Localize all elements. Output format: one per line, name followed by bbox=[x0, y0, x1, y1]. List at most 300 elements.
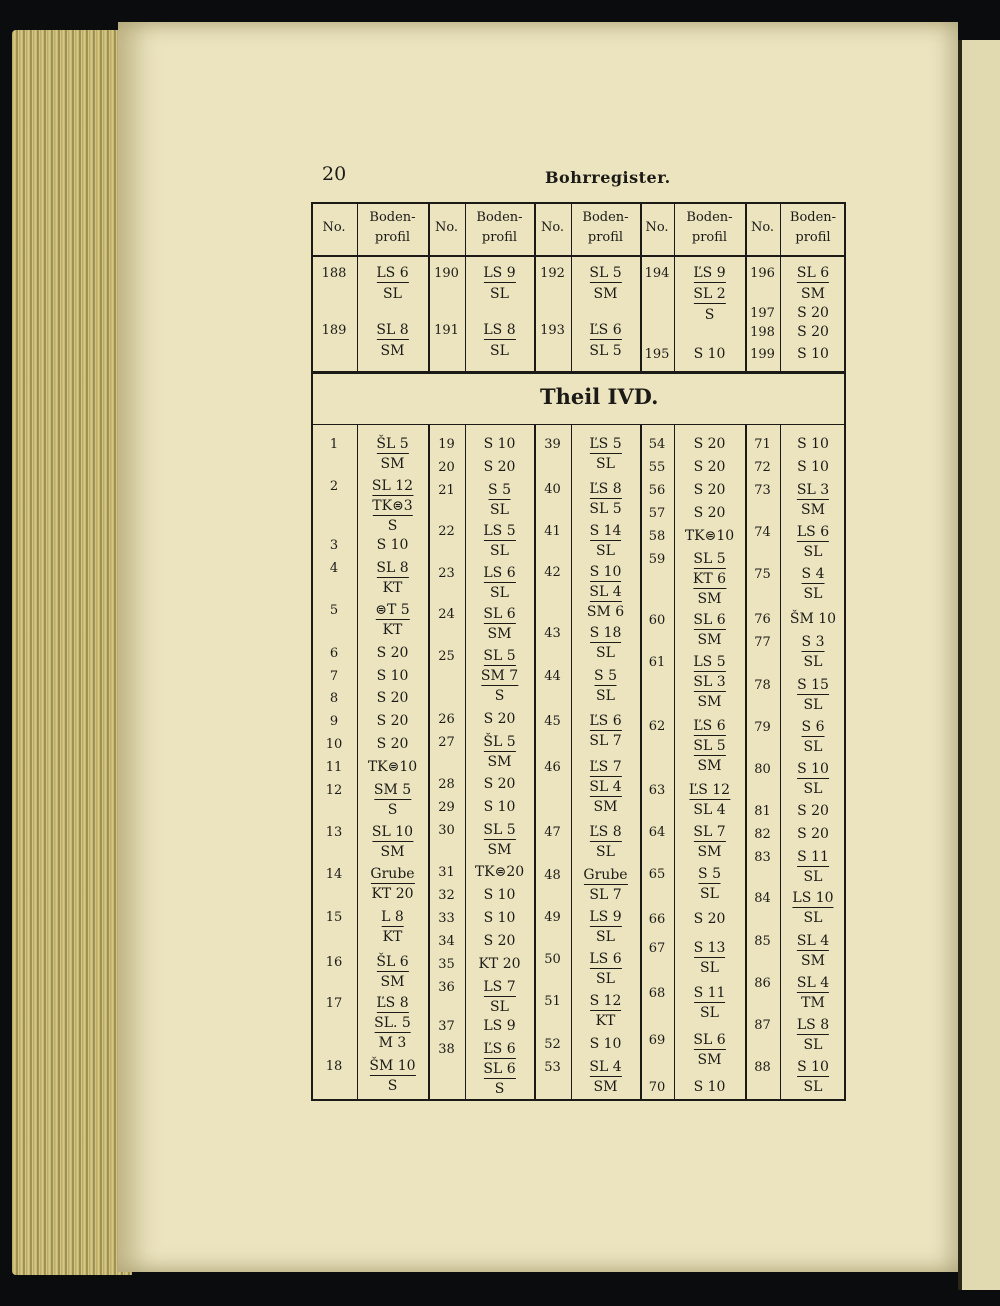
row-number: 38 bbox=[438, 1042, 455, 1057]
row-number: 65 bbox=[648, 867, 666, 882]
row-number: 10 bbox=[325, 737, 343, 752]
profile-entry: LS 6 bbox=[483, 565, 516, 581]
row-number: 188 bbox=[321, 266, 347, 281]
profile-entry: SL bbox=[596, 688, 615, 704]
row-number: 4 bbox=[329, 561, 339, 576]
row-number: 28 bbox=[438, 777, 455, 792]
profile-entry: S 10 bbox=[693, 1079, 726, 1095]
profile-entry: S 5 bbox=[698, 866, 721, 882]
column-rule bbox=[534, 202, 536, 1101]
row-number: 59 bbox=[648, 552, 666, 567]
profile-entry: SL bbox=[803, 1079, 823, 1095]
profile-entry: S 11 bbox=[797, 849, 829, 865]
profile-entry: SL 8 bbox=[376, 560, 409, 576]
profile-entry: SL 8 bbox=[376, 322, 409, 338]
profile-entry: SL bbox=[700, 886, 719, 902]
profile-entry: SL bbox=[803, 910, 823, 926]
profile-entry: ĽS 6 bbox=[693, 718, 726, 734]
profile-entry: TK⊜10 bbox=[367, 759, 418, 775]
profile-entry: SL 7 bbox=[693, 824, 726, 840]
profile-entry: LS 10 bbox=[792, 890, 834, 906]
profile-entry: ŠM 10 bbox=[369, 1058, 416, 1074]
header-rule bbox=[311, 255, 846, 257]
header-profil: profil bbox=[795, 230, 831, 245]
row-number: 5 bbox=[329, 603, 339, 618]
profile-entry: S 4 bbox=[801, 566, 825, 582]
profile-entry: SL bbox=[490, 999, 509, 1015]
profile-entry: KT 6 bbox=[692, 571, 727, 587]
row-number: 30 bbox=[438, 823, 455, 838]
profile-entry: S 10 bbox=[483, 887, 516, 903]
profile-entry: S 20 bbox=[483, 776, 516, 792]
profile-entry: S 10 bbox=[483, 436, 516, 452]
profile-entry: KT bbox=[382, 929, 403, 945]
profile-entry: SL 4 bbox=[796, 975, 830, 991]
profile-entry: SL bbox=[490, 543, 509, 559]
row-number: 46 bbox=[544, 760, 561, 775]
profile-entry: S 10 bbox=[797, 436, 829, 452]
profile-entry: S 10 bbox=[483, 910, 516, 926]
profile-entry: SM bbox=[487, 626, 512, 642]
row-number: 85 bbox=[754, 934, 771, 949]
column-rule bbox=[428, 202, 430, 1101]
profile-entry: LS 5 bbox=[693, 654, 726, 670]
profile-entry: ĽS 5 bbox=[589, 436, 622, 452]
profile-entry: SL 5 bbox=[589, 265, 622, 281]
profile-entry: SL bbox=[490, 502, 509, 518]
profile-entry: SM 5 bbox=[373, 782, 412, 798]
row-number: 80 bbox=[754, 762, 771, 777]
row-number: 52 bbox=[544, 1037, 561, 1052]
profile-entry: SM bbox=[697, 591, 722, 607]
profile-entry: SL 6 bbox=[796, 265, 830, 281]
profile-entry: SL bbox=[803, 781, 823, 797]
row-number: 197 bbox=[750, 306, 775, 321]
header-boden: Boden- bbox=[582, 210, 629, 225]
row-number: 54 bbox=[648, 437, 666, 452]
page-number: 20 bbox=[322, 163, 347, 185]
row-number: 24 bbox=[438, 607, 455, 622]
profile-entry: S 20 bbox=[376, 713, 409, 729]
profile-entry: SL 5 bbox=[589, 501, 622, 517]
row-number: 3 bbox=[329, 538, 339, 553]
profile-entry: SL 6 bbox=[693, 1032, 726, 1048]
profile-entry: S bbox=[494, 1081, 505, 1097]
row-number: 18 bbox=[325, 1059, 343, 1074]
profile-entry: KT 20 bbox=[478, 956, 521, 972]
profile-entry: ŠL 5 bbox=[376, 436, 409, 452]
profile-entry: S 3 bbox=[801, 634, 825, 650]
profile-entry: ŠL 5 bbox=[483, 734, 516, 750]
profile-entry: SL 5 bbox=[483, 822, 516, 838]
profile-entry: SL bbox=[803, 697, 823, 713]
section-title: Theil IVD. bbox=[540, 384, 659, 409]
row-number: 41 bbox=[544, 524, 561, 539]
header-boden: Boden- bbox=[476, 210, 523, 225]
profile-entry: SL bbox=[596, 844, 615, 860]
profile-entry: SL bbox=[803, 739, 823, 755]
row-number: 51 bbox=[544, 994, 561, 1009]
profile-entry: L 8 bbox=[381, 909, 404, 925]
profile-entry: SL 10 bbox=[371, 824, 414, 840]
row-number: 191 bbox=[434, 323, 459, 338]
row-number: 7 bbox=[329, 669, 339, 684]
profile-entry: S 20 bbox=[376, 736, 409, 752]
book-page-edges bbox=[12, 30, 132, 1275]
profile-entry: S 20 bbox=[693, 911, 726, 927]
profile-entry: S 10 bbox=[589, 564, 622, 580]
row-number: 64 bbox=[648, 825, 666, 840]
row-number: 49 bbox=[544, 910, 561, 925]
profile-entry: SL bbox=[596, 929, 615, 945]
column-rule bbox=[357, 202, 358, 1101]
column-rule bbox=[571, 202, 572, 1101]
profile-entry: SL 7 bbox=[589, 733, 622, 749]
row-number: 34 bbox=[438, 934, 455, 949]
row-number: 19 bbox=[438, 437, 455, 452]
profile-entry: SL bbox=[596, 456, 615, 472]
row-number: 87 bbox=[754, 1018, 771, 1033]
profile-entry: S 20 bbox=[693, 436, 726, 452]
profile-entry: S 18 bbox=[589, 625, 622, 641]
row-number: 33 bbox=[438, 911, 455, 926]
row-number: 25 bbox=[438, 649, 455, 664]
profile-entry: ĽS 6 bbox=[589, 713, 622, 729]
row-number: 6 bbox=[329, 646, 339, 661]
profile-entry: LS 8 bbox=[796, 1017, 830, 1033]
profile-entry: SL bbox=[490, 286, 509, 302]
profile-entry: S 10 bbox=[797, 761, 829, 777]
row-number: 20 bbox=[438, 460, 455, 475]
profile-entry: SL bbox=[596, 971, 615, 987]
profile-entry: ŠL 6 bbox=[376, 954, 409, 970]
profile-entry: SL 3 bbox=[693, 674, 726, 690]
row-number: 17 bbox=[325, 996, 343, 1011]
profile-entry: SM bbox=[380, 974, 405, 990]
profile-entry: TK⊜3 bbox=[372, 498, 413, 514]
profile-entry: SM bbox=[593, 286, 618, 302]
profile-entry: SM bbox=[380, 343, 405, 359]
header-no: No. bbox=[322, 220, 346, 235]
header-no: No. bbox=[540, 220, 565, 235]
profile-entry: SL 4 bbox=[796, 933, 830, 949]
next-page-edge bbox=[958, 40, 1000, 1290]
row-number: 74 bbox=[754, 525, 771, 540]
profile-entry: TK⊜10 bbox=[684, 528, 735, 544]
header-boden: Boden- bbox=[789, 210, 837, 225]
profile-entry: SM bbox=[697, 694, 722, 710]
row-number: 192 bbox=[540, 266, 565, 281]
profile-entry: SM bbox=[380, 844, 405, 860]
row-number: 36 bbox=[438, 980, 455, 995]
row-number: 29 bbox=[438, 800, 455, 815]
row-number: 193 bbox=[540, 323, 565, 338]
profile-entry: SL 6 bbox=[693, 612, 726, 628]
profile-entry: SM bbox=[593, 799, 618, 815]
row-number: 53 bbox=[544, 1060, 561, 1075]
profile-entry: LS 6 bbox=[589, 951, 622, 967]
profile-entry: ĽS 8 bbox=[376, 995, 409, 1011]
profile-entry: S 10 bbox=[797, 459, 829, 475]
profile-entry: SL 5 bbox=[483, 648, 516, 664]
profile-entry: KT 20 bbox=[371, 886, 414, 902]
profile-entry: S 15 bbox=[797, 677, 829, 693]
row-number: 32 bbox=[438, 888, 455, 903]
row-number: 68 bbox=[648, 986, 666, 1001]
row-number: 79 bbox=[754, 720, 771, 735]
profile-entry: SL 4 bbox=[693, 802, 726, 818]
profile-entry: S bbox=[387, 802, 398, 818]
profile-entry: KT bbox=[595, 1013, 616, 1029]
row-number: 42 bbox=[544, 565, 561, 580]
row-number: 75 bbox=[754, 567, 771, 582]
profile-entry: M 3 bbox=[378, 1035, 407, 1051]
row-number: 44 bbox=[544, 669, 561, 684]
row-number: 72 bbox=[754, 460, 771, 475]
profile-entry: S 20 bbox=[693, 459, 726, 475]
profile-entry: ĽS 9 bbox=[693, 265, 726, 281]
profile-entry: SL bbox=[803, 869, 823, 885]
row-number: 196 bbox=[750, 266, 775, 281]
profile-entry: ĽS 12 bbox=[688, 782, 731, 798]
profile-entry: S 20 bbox=[693, 482, 726, 498]
row-number: 43 bbox=[544, 626, 561, 641]
profile-entry: ĽS 8 bbox=[589, 824, 622, 840]
profile-entry: S 20 bbox=[483, 933, 516, 949]
row-number: 195 bbox=[644, 347, 670, 362]
row-number: 58 bbox=[648, 529, 666, 544]
header-no: No. bbox=[434, 220, 459, 235]
row-number: 35 bbox=[438, 957, 455, 972]
row-number: 48 bbox=[544, 868, 561, 883]
profile-entry: S 11 bbox=[693, 985, 726, 1001]
profile-entry: SL. 5 bbox=[374, 1015, 411, 1031]
row-number: 77 bbox=[754, 635, 771, 650]
profile-entry: S 10 bbox=[483, 799, 516, 815]
profile-entry: S bbox=[387, 1078, 398, 1094]
profile-entry: S 20 bbox=[376, 690, 409, 706]
row-number: 13 bbox=[325, 825, 343, 840]
profile-entry: S bbox=[704, 307, 715, 323]
profile-entry: S 20 bbox=[483, 711, 516, 727]
profile-entry: S 20 bbox=[797, 826, 829, 842]
profile-entry: SL bbox=[803, 544, 823, 560]
row-number: 21 bbox=[438, 483, 455, 498]
profile-entry: S 10 bbox=[797, 1059, 829, 1075]
row-number: 12 bbox=[325, 783, 343, 798]
row-number: 27 bbox=[438, 735, 455, 750]
row-number: 62 bbox=[648, 719, 666, 734]
profile-entry: KT bbox=[382, 580, 403, 596]
profile-entry: SM bbox=[697, 1052, 722, 1068]
profile-entry: S 12 bbox=[589, 993, 622, 1009]
profile-entry: S 20 bbox=[797, 324, 829, 340]
column-rule bbox=[674, 202, 675, 1101]
header-boden: Boden- bbox=[686, 210, 733, 225]
profile-entry: S 10 bbox=[376, 668, 409, 684]
row-number: 1 bbox=[329, 437, 339, 452]
row-number: 73 bbox=[754, 483, 771, 498]
profile-entry: SL 4 bbox=[589, 584, 622, 600]
row-number: 76 bbox=[754, 612, 771, 627]
profile-entry: LS 8 bbox=[483, 322, 516, 338]
row-number: 86 bbox=[754, 976, 771, 991]
profile-entry: ⊜T 5 bbox=[375, 602, 410, 618]
profile-entry: SL bbox=[803, 586, 823, 602]
profile-entry: SM bbox=[487, 842, 512, 858]
profile-entry: SL 2 bbox=[693, 286, 726, 302]
column-rule bbox=[780, 202, 781, 1101]
profile-entry: SM bbox=[380, 456, 405, 472]
row-number: 66 bbox=[648, 912, 666, 927]
profile-entry: SM bbox=[801, 502, 825, 518]
row-number: 31 bbox=[438, 865, 455, 880]
row-number: 47 bbox=[544, 825, 561, 840]
row-number: 22 bbox=[438, 524, 455, 539]
profile-entry: S bbox=[494, 688, 505, 704]
profile-entry: ŠM 10 bbox=[789, 611, 837, 627]
row-number: 56 bbox=[648, 483, 666, 498]
profile-entry: SM bbox=[801, 953, 825, 969]
column-rule bbox=[640, 202, 642, 1101]
profile-entry: S 13 bbox=[693, 940, 726, 956]
row-number: 199 bbox=[750, 347, 775, 362]
row-number: 8 bbox=[329, 691, 339, 706]
header-profil: profil bbox=[481, 230, 518, 245]
profile-entry: SL 6 bbox=[483, 606, 516, 622]
row-number: 14 bbox=[325, 867, 343, 882]
row-number: 70 bbox=[648, 1080, 666, 1095]
row-number: 88 bbox=[754, 1060, 771, 1075]
profile-entry: TM bbox=[801, 995, 825, 1011]
row-number: 57 bbox=[648, 506, 666, 521]
profile-entry: SL bbox=[803, 654, 823, 670]
row-number: 50 bbox=[544, 952, 561, 967]
profile-entry: Grube bbox=[370, 866, 415, 882]
profile-entry: SL bbox=[490, 343, 509, 359]
section-rule-bottom bbox=[311, 424, 846, 425]
profile-entry: LS 5 bbox=[483, 523, 516, 539]
profile-entry: SM bbox=[697, 632, 722, 648]
profile-entry: S 20 bbox=[693, 505, 726, 521]
profile-entry: LS 9 bbox=[483, 265, 516, 281]
row-number: 198 bbox=[750, 325, 775, 340]
profile-entry: S 5 bbox=[488, 482, 511, 498]
row-number: 78 bbox=[754, 678, 771, 693]
header-no: No. bbox=[750, 220, 775, 235]
profile-entry: SL 5 bbox=[693, 551, 726, 567]
row-number: 11 bbox=[325, 760, 343, 775]
row-number: 55 bbox=[648, 460, 666, 475]
running-title: Bohrregister. bbox=[545, 168, 671, 187]
row-number: 71 bbox=[754, 437, 771, 452]
header-profil: profil bbox=[691, 230, 728, 245]
profile-entry: TK⊜20 bbox=[474, 864, 525, 880]
row-number: 45 bbox=[544, 714, 561, 729]
profile-entry: ĽS 6 bbox=[483, 1041, 516, 1057]
profile-entry: S 20 bbox=[376, 645, 409, 661]
row-number: 82 bbox=[754, 827, 771, 842]
profile-entry: S 20 bbox=[483, 459, 516, 475]
profile-entry: S 10 bbox=[376, 537, 409, 553]
row-number: 16 bbox=[325, 955, 343, 970]
row-number: 194 bbox=[644, 266, 670, 281]
row-number: 189 bbox=[321, 323, 347, 338]
profile-entry: ĽS 7 bbox=[589, 759, 622, 775]
profile-entry: SL bbox=[596, 543, 615, 559]
row-number: 84 bbox=[754, 891, 771, 906]
row-number: 9 bbox=[329, 714, 339, 729]
profile-entry: SM bbox=[487, 754, 512, 770]
profile-entry: SL bbox=[700, 1005, 719, 1021]
profile-entry: SL 7 bbox=[589, 887, 622, 903]
row-number: 39 bbox=[544, 437, 561, 452]
profile-entry: SM 6 bbox=[586, 604, 625, 620]
profile-entry: S 10 bbox=[693, 346, 726, 362]
row-number: 190 bbox=[434, 266, 459, 281]
row-number: 81 bbox=[754, 804, 771, 819]
profile-entry: S 10 bbox=[589, 1036, 622, 1052]
profile-entry: SL bbox=[700, 960, 719, 976]
profile-entry: S 10 bbox=[797, 346, 829, 362]
row-number: 26 bbox=[438, 712, 455, 727]
profile-entry: ĽS 8 bbox=[589, 481, 622, 497]
profile-entry: SL bbox=[383, 286, 402, 302]
header-boden: Boden- bbox=[369, 210, 416, 225]
profile-entry: LS 9 bbox=[483, 1018, 516, 1034]
row-number: 37 bbox=[438, 1019, 455, 1034]
profile-entry: LS 7 bbox=[483, 979, 516, 995]
profile-entry: SM bbox=[593, 1079, 618, 1095]
profile-entry: SL 5 bbox=[589, 343, 622, 359]
header-profil: profil bbox=[374, 230, 411, 245]
profile-entry: SM bbox=[801, 286, 825, 302]
profile-entry: SL bbox=[803, 1037, 823, 1053]
header-no: No. bbox=[645, 220, 669, 235]
profile-entry: SL 6 bbox=[483, 1061, 516, 1077]
profile-entry: SL 12 bbox=[371, 478, 414, 494]
row-number: 40 bbox=[544, 482, 561, 497]
profile-entry: S 14 bbox=[589, 523, 622, 539]
profile-entry: SM 7 bbox=[480, 668, 519, 684]
profile-entry: S 5 bbox=[594, 668, 617, 684]
profile-entry: LS 9 bbox=[589, 909, 622, 925]
profile-entry: SL 5 bbox=[693, 738, 726, 754]
row-number: 23 bbox=[438, 566, 455, 581]
profile-entry: LS 6 bbox=[796, 524, 830, 540]
row-number: 60 bbox=[648, 613, 666, 628]
profile-entry: ĽS 6 bbox=[589, 322, 622, 338]
row-number: 67 bbox=[648, 941, 666, 956]
profile-entry: SL 4 bbox=[589, 1059, 622, 1075]
column-rule bbox=[745, 202, 747, 1101]
profile-entry: SM bbox=[697, 758, 722, 774]
row-number: 69 bbox=[648, 1033, 666, 1048]
profile-entry: SL 4 bbox=[589, 779, 622, 795]
profile-entry: Grube bbox=[583, 867, 628, 883]
row-number: 2 bbox=[329, 479, 339, 494]
profile-entry: SL bbox=[490, 585, 509, 601]
profile-entry: S 6 bbox=[801, 719, 825, 735]
column-rule bbox=[465, 202, 466, 1101]
profile-entry: SM bbox=[697, 844, 722, 860]
profile-entry: S 20 bbox=[797, 305, 829, 321]
profile-entry: S bbox=[387, 518, 398, 534]
profile-entry: S 20 bbox=[797, 803, 829, 819]
profile-entry: SL bbox=[596, 645, 615, 661]
row-number: 63 bbox=[648, 783, 666, 798]
row-number: 83 bbox=[754, 850, 771, 865]
